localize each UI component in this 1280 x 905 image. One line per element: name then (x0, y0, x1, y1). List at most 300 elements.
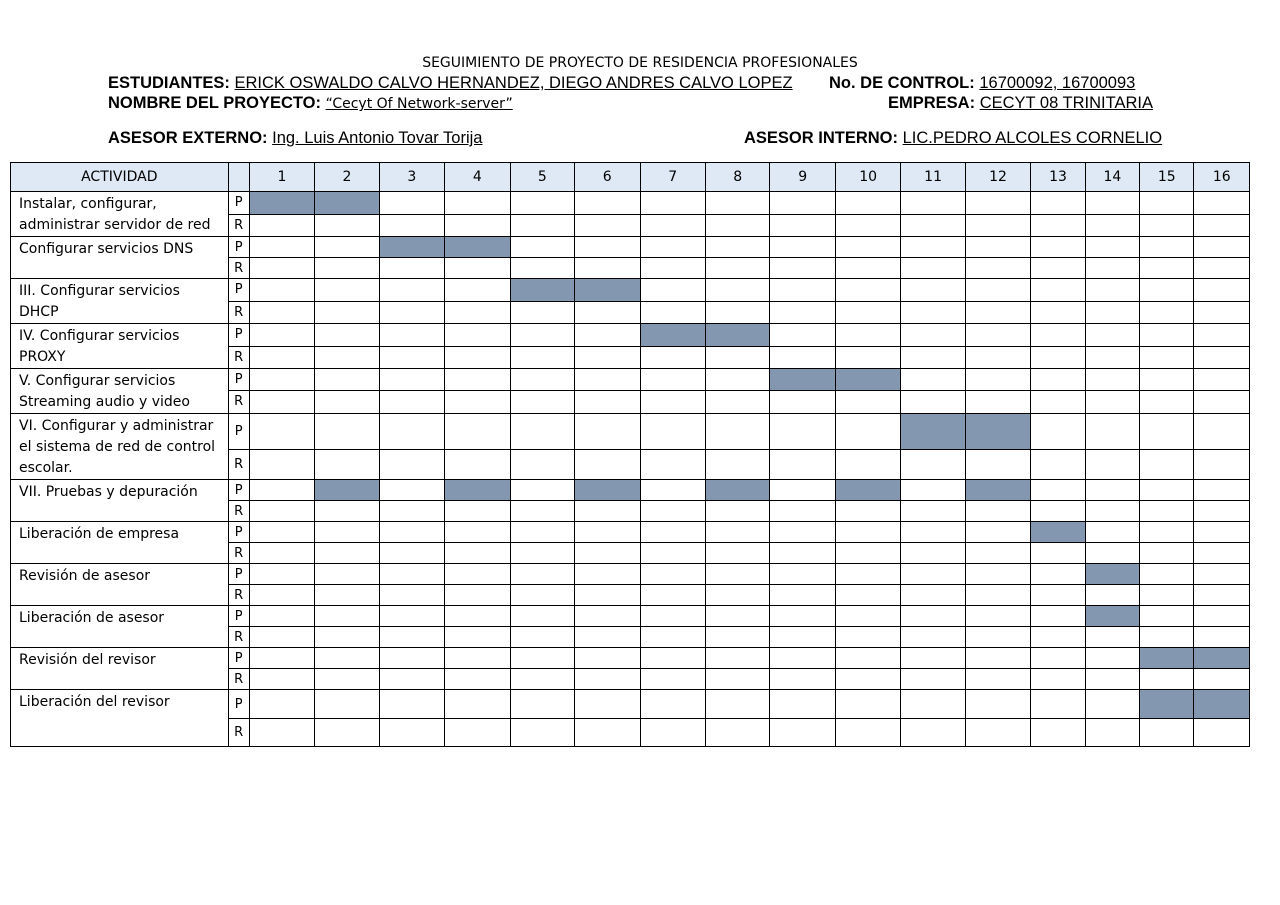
company-line (888, 94, 1153, 113)
week-header: 2 (315, 163, 379, 192)
planned-row (11, 690, 1250, 719)
week-cell (901, 522, 965, 543)
planned-week-cell (1140, 690, 1194, 719)
week-cell (1031, 450, 1085, 480)
activity-name: Configurar servicios DNS (11, 237, 229, 279)
week-cell (1031, 585, 1085, 606)
week-cell (1031, 414, 1085, 450)
week-cell (705, 669, 769, 690)
week-cell (379, 501, 444, 522)
planned-week-cell (445, 237, 510, 258)
real-marker: R (228, 627, 249, 648)
week-cell (705, 301, 769, 324)
week-cell (575, 390, 640, 413)
week-cell (1194, 237, 1250, 258)
week-cell (510, 719, 574, 747)
planned-week-cell (1140, 648, 1194, 669)
planned-week-cell (1194, 690, 1250, 719)
week-cell (1085, 585, 1139, 606)
week-cell (1031, 606, 1085, 627)
week-cell (1140, 369, 1194, 391)
week-cell (1085, 719, 1139, 747)
planned-week-cell (445, 480, 510, 501)
week-header: 3 (379, 163, 444, 192)
week-header: 15 (1140, 163, 1194, 192)
week-cell (965, 585, 1030, 606)
week-cell (379, 414, 444, 450)
week-cell (379, 301, 444, 324)
week-cell (379, 719, 444, 747)
week-cell (835, 237, 900, 258)
planned-week-cell (575, 480, 640, 501)
week-cell (835, 346, 900, 369)
project-line (108, 94, 513, 113)
week-cell (315, 390, 379, 413)
week-header: 8 (705, 163, 769, 192)
week-cell (1085, 390, 1139, 413)
real-marker: R (228, 390, 249, 413)
week-cell (379, 543, 444, 564)
activity-name: Revisión de asesor (11, 564, 229, 606)
week-cell (901, 450, 965, 480)
week-cell (575, 450, 640, 480)
week-cell (770, 480, 835, 501)
week-cell (640, 585, 705, 606)
week-cell (249, 301, 314, 324)
planned-marker: P (228, 324, 249, 347)
week-cell (965, 258, 1030, 279)
week-cell (965, 719, 1030, 747)
week-cell (315, 627, 379, 648)
activity-name: Liberación de empresa (11, 522, 229, 564)
week-cell (1140, 301, 1194, 324)
week-cell (835, 301, 900, 324)
week-cell (705, 648, 769, 669)
week-cell (1031, 501, 1085, 522)
week-cell (901, 214, 965, 237)
week-cell (1085, 324, 1139, 347)
external-advisor-label: ASESOR EXTERNO: (108, 129, 268, 147)
week-cell (1085, 258, 1139, 279)
week-cell (640, 450, 705, 480)
week-cell (770, 669, 835, 690)
week-cell (510, 564, 574, 585)
week-header: 9 (770, 163, 835, 192)
week-cell (640, 719, 705, 747)
week-cell (1194, 543, 1250, 564)
planned-week-cell (965, 414, 1030, 450)
week-cell (1085, 480, 1139, 501)
week-cell (901, 301, 965, 324)
week-cell (510, 258, 574, 279)
planned-marker: P (228, 414, 249, 450)
week-cell (1194, 501, 1250, 522)
control-value: 16700092, 16700093 (979, 74, 1136, 92)
planned-week-cell (901, 414, 965, 450)
week-cell (770, 237, 835, 258)
week-cell (1194, 258, 1250, 279)
week-cell (835, 390, 900, 413)
planned-row (11, 414, 1250, 450)
week-cell (379, 258, 444, 279)
week-cell (965, 690, 1030, 719)
planned-week-cell (835, 369, 900, 391)
week-cell (1031, 564, 1085, 585)
week-cell (640, 501, 705, 522)
week-cell (901, 585, 965, 606)
week-cell (510, 480, 574, 501)
week-cell (315, 606, 379, 627)
week-cell (965, 543, 1030, 564)
real-marker: R (228, 719, 249, 747)
week-cell (901, 480, 965, 501)
internal-advisor-label: ASESOR INTERNO: (744, 129, 899, 147)
week-cell (835, 627, 900, 648)
week-cell (1031, 543, 1085, 564)
week-cell (1031, 214, 1085, 237)
week-cell (249, 480, 314, 501)
students-label: ESTUDIANTES: (108, 74, 230, 92)
company-value: CECYT 08 TRINITARIA (979, 94, 1153, 112)
week-cell (1085, 648, 1139, 669)
week-cell (249, 369, 314, 391)
week-cell (575, 301, 640, 324)
week-cell (510, 390, 574, 413)
week-cell (249, 390, 314, 413)
week-header: 13 (1031, 163, 1085, 192)
planned-week-cell (770, 369, 835, 391)
week-cell (770, 627, 835, 648)
week-cell (575, 719, 640, 747)
activity-name: IV. Configurar servicios PROXY (11, 324, 229, 369)
week-cell (705, 585, 769, 606)
week-cell (770, 346, 835, 369)
week-cell (901, 690, 965, 719)
week-cell (1194, 450, 1250, 480)
week-cell (1140, 258, 1194, 279)
week-cell (901, 324, 965, 347)
week-cell (510, 214, 574, 237)
week-cell (379, 690, 444, 719)
week-cell (640, 214, 705, 237)
week-cell (901, 648, 965, 669)
week-cell (445, 279, 510, 302)
week-cell (1031, 346, 1085, 369)
week-cell (575, 522, 640, 543)
external-advisor-line (108, 129, 482, 148)
week-cell (510, 301, 574, 324)
week-cell (965, 390, 1030, 413)
week-cell (1140, 627, 1194, 648)
week-header: 1 (249, 163, 314, 192)
week-cell (445, 301, 510, 324)
week-cell (249, 501, 314, 522)
week-cell (770, 324, 835, 347)
week-cell (249, 669, 314, 690)
week-cell (640, 543, 705, 564)
week-cell (835, 719, 900, 747)
week-cell (1194, 192, 1250, 215)
week-cell (1085, 627, 1139, 648)
week-cell (965, 522, 1030, 543)
week-cell (965, 346, 1030, 369)
week-cell (249, 690, 314, 719)
week-cell (379, 214, 444, 237)
internal-advisor-line (744, 129, 1162, 148)
external-advisor-value: Ing. Luis Antonio Tovar Torija (272, 129, 483, 147)
week-cell (445, 369, 510, 391)
planned-row (11, 480, 1250, 501)
planned-marker: P (228, 369, 249, 391)
week-cell (901, 346, 965, 369)
week-cell (640, 279, 705, 302)
week-cell (575, 214, 640, 237)
control-line (829, 74, 1135, 93)
week-cell (965, 279, 1030, 302)
activity-header: ACTIVIDAD (11, 163, 229, 192)
week-cell (249, 627, 314, 648)
week-cell (640, 390, 705, 413)
week-cell (1140, 585, 1194, 606)
week-cell (1031, 480, 1085, 501)
week-cell (835, 543, 900, 564)
week-cell (445, 564, 510, 585)
week-cell (379, 606, 444, 627)
week-cell (1085, 669, 1139, 690)
week-cell (1085, 543, 1139, 564)
planned-week-cell (249, 192, 314, 215)
week-cell (249, 564, 314, 585)
planned-marker: P (228, 480, 249, 501)
week-cell (835, 522, 900, 543)
week-cell (965, 564, 1030, 585)
week-cell (835, 564, 900, 585)
week-cell (705, 627, 769, 648)
planned-row (11, 606, 1250, 627)
week-cell (640, 648, 705, 669)
week-cell (1140, 237, 1194, 258)
week-cell (249, 606, 314, 627)
week-cell (445, 414, 510, 450)
week-cell (901, 564, 965, 585)
week-cell (445, 324, 510, 347)
week-cell (640, 258, 705, 279)
week-cell (835, 585, 900, 606)
week-cell (705, 414, 769, 450)
week-cell (1194, 627, 1250, 648)
week-cell (640, 522, 705, 543)
week-cell (379, 585, 444, 606)
week-header: 5 (510, 163, 574, 192)
project-value: “Cecyt Of Network-server” (325, 96, 513, 112)
week-cell (1031, 369, 1085, 391)
week-cell (575, 606, 640, 627)
week-cell (835, 669, 900, 690)
week-cell (575, 258, 640, 279)
week-cell (315, 501, 379, 522)
real-marker: R (228, 214, 249, 237)
week-cell (901, 606, 965, 627)
planned-marker: P (228, 690, 249, 719)
type-header (228, 163, 249, 192)
week-cell (1085, 237, 1139, 258)
week-cell (379, 390, 444, 413)
week-cell (249, 585, 314, 606)
week-cell (640, 480, 705, 501)
week-cell (445, 719, 510, 747)
activity-name: VII. Pruebas y depuración (11, 480, 229, 522)
week-cell (1194, 301, 1250, 324)
week-cell (575, 346, 640, 369)
week-cell (575, 690, 640, 719)
week-cell (575, 627, 640, 648)
week-cell (510, 324, 574, 347)
week-cell (249, 324, 314, 347)
week-cell (901, 669, 965, 690)
week-cell (705, 258, 769, 279)
week-cell (705, 214, 769, 237)
week-cell (705, 450, 769, 480)
week-cell (315, 564, 379, 585)
week-cell (510, 606, 574, 627)
week-cell (770, 585, 835, 606)
week-cell (249, 648, 314, 669)
week-cell (445, 450, 510, 480)
week-cell (379, 279, 444, 302)
real-marker: R (228, 301, 249, 324)
week-cell (315, 214, 379, 237)
week-cell (965, 369, 1030, 391)
week-cell (315, 279, 379, 302)
week-cell (1140, 501, 1194, 522)
week-cell (965, 648, 1030, 669)
project-label: NOMBRE DEL PROYECTO: (108, 94, 321, 112)
week-cell (1194, 719, 1250, 747)
planned-marker: P (228, 564, 249, 585)
week-cell (575, 585, 640, 606)
week-cell (640, 346, 705, 369)
week-cell (835, 192, 900, 215)
week-cell (835, 324, 900, 347)
week-cell (379, 669, 444, 690)
planned-marker: P (228, 192, 249, 215)
week-cell (901, 369, 965, 391)
planned-week-cell (705, 324, 769, 347)
week-cell (901, 719, 965, 747)
week-cell (1140, 414, 1194, 450)
real-marker: R (228, 543, 249, 564)
planned-week-cell (1085, 564, 1139, 585)
week-cell (1140, 214, 1194, 237)
week-cell (445, 192, 510, 215)
planned-row (11, 324, 1250, 347)
week-cell (640, 606, 705, 627)
week-cell (705, 501, 769, 522)
week-cell (1194, 585, 1250, 606)
week-cell (1140, 564, 1194, 585)
week-cell (379, 346, 444, 369)
week-cell (315, 648, 379, 669)
activity-name: Instalar, configurar, administrar servidor de red (11, 192, 229, 237)
week-cell (770, 390, 835, 413)
week-cell (901, 192, 965, 215)
gantt-table (10, 162, 1250, 747)
week-cell (445, 585, 510, 606)
planned-week-cell (835, 480, 900, 501)
week-cell (770, 192, 835, 215)
week-cell (835, 258, 900, 279)
week-cell (835, 450, 900, 480)
header-row (11, 163, 1250, 192)
planned-row (11, 648, 1250, 669)
week-cell (1194, 480, 1250, 501)
week-cell (315, 450, 379, 480)
week-cell (510, 192, 574, 215)
week-cell (901, 390, 965, 413)
week-cell (315, 690, 379, 719)
week-cell (770, 214, 835, 237)
week-cell (445, 606, 510, 627)
week-cell (1085, 522, 1139, 543)
week-cell (640, 237, 705, 258)
week-cell (249, 258, 314, 279)
week-cell (379, 648, 444, 669)
activity-name: V. Configurar servicios Streaming audio y video (11, 369, 229, 414)
week-cell (445, 543, 510, 564)
week-cell (575, 543, 640, 564)
week-cell (1194, 214, 1250, 237)
week-cell (1194, 414, 1250, 450)
students-line (108, 74, 793, 93)
week-cell (770, 564, 835, 585)
planned-week-cell (1194, 648, 1250, 669)
planned-row (11, 564, 1250, 585)
week-cell (770, 543, 835, 564)
week-cell (315, 346, 379, 369)
week-cell (1140, 390, 1194, 413)
week-header: 6 (575, 163, 640, 192)
week-cell (315, 585, 379, 606)
week-cell (445, 669, 510, 690)
planned-row (11, 369, 1250, 391)
week-cell (640, 301, 705, 324)
week-cell (315, 258, 379, 279)
week-cell (249, 214, 314, 237)
week-cell (1031, 648, 1085, 669)
company-label: EMPRESA: (888, 94, 976, 112)
week-cell (770, 522, 835, 543)
week-cell (1031, 192, 1085, 215)
document-title: SEGUIMIENTO DE PROYECTO DE RESIDENCIA PROFESIONALES (422, 55, 858, 71)
week-cell (575, 369, 640, 391)
week-cell (510, 450, 574, 480)
week-cell (510, 627, 574, 648)
week-cell (901, 501, 965, 522)
week-header: 4 (445, 163, 510, 192)
week-cell (315, 237, 379, 258)
activity-name: III. Configurar servicios DHCP (11, 279, 229, 324)
planned-row (11, 522, 1250, 543)
week-cell (1085, 369, 1139, 391)
week-cell (575, 192, 640, 215)
week-cell (445, 501, 510, 522)
week-cell (835, 690, 900, 719)
week-cell (510, 543, 574, 564)
week-cell (705, 719, 769, 747)
week-cell (510, 346, 574, 369)
week-cell (835, 648, 900, 669)
activity-name: Revisión del revisor (11, 648, 229, 690)
